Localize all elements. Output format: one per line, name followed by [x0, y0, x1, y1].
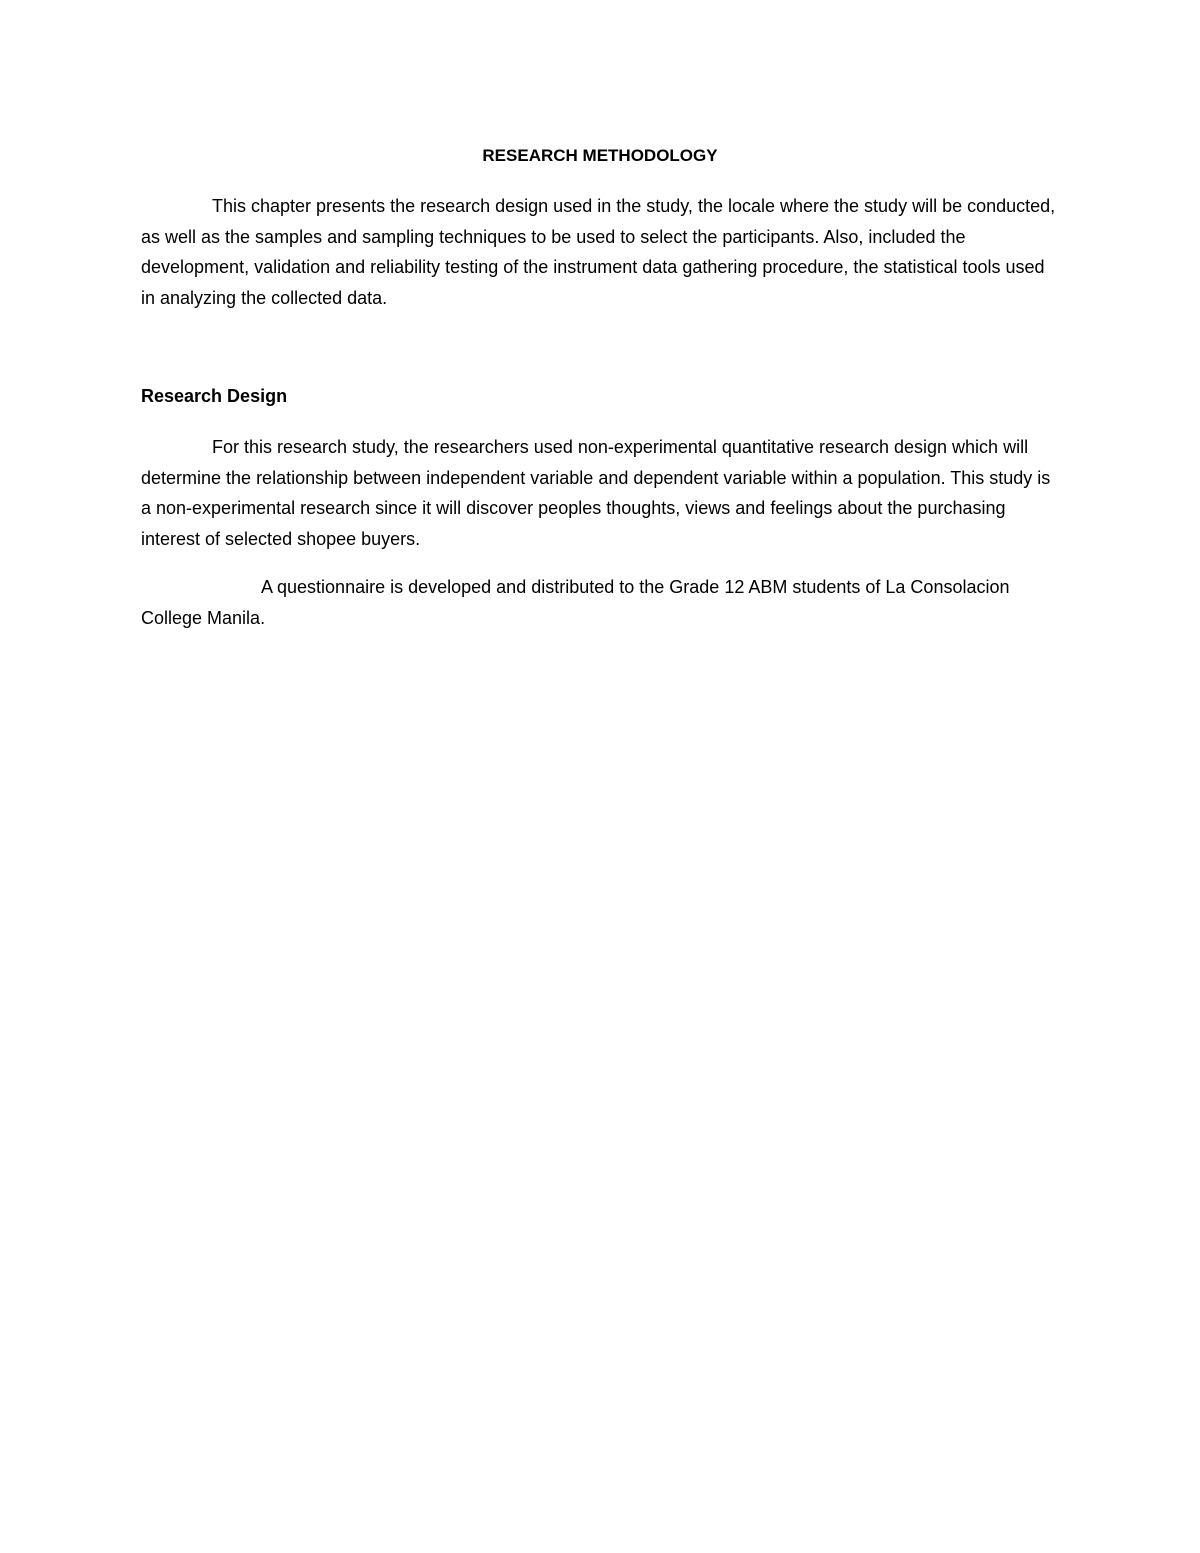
- research-design-paragraph: For this research study, the researchers used non-experimental quantitative research design which will determine the relationship between independent variable and dependent variable within a population. This study is a non-experimental research since it will discover peoples thoughts, views and feelings about the purchasing interest of selected shopee buyers.: [141, 437, 1051, 549]
- page-title: RESEARCH METHODOLOGY: [482, 146, 718, 165]
- intro-paragraph: This chapter presents the research design used in the study, the locale where the study will be conducted, as well as the samples and sampling techniques to be used to select the participants. Also, included the development, validation and reliability testing of the instrument data gathering procedure, the statistical tools used in analyzing the collected data.: [141, 196, 1056, 308]
- questionnaire-paragraph: A questionnaire is developed and distributed to the Grade 12 ABM students of La Consolacion College Manila.: [141, 577, 1010, 628]
- section-heading-research-design: Research Design: [141, 386, 288, 406]
